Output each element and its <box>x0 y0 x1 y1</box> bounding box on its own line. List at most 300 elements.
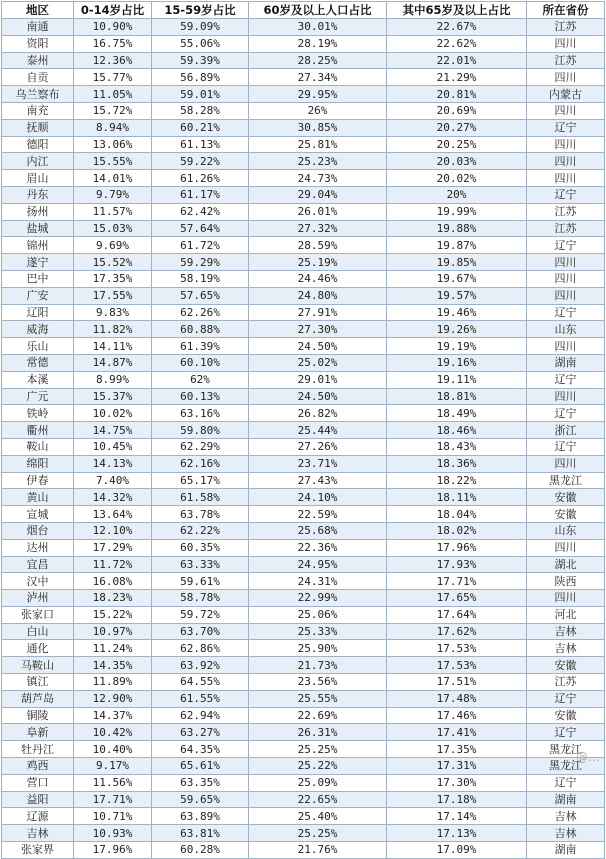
age-65-plus-cell: 20.69% <box>387 102 527 119</box>
age-65-plus-cell: 20.81% <box>387 86 527 103</box>
province-cell: 辽宁 <box>527 438 605 455</box>
age-60-plus-cell: 25.33% <box>249 623 387 640</box>
age-60-plus-cell: 22.99% <box>249 590 387 607</box>
age-60-plus-cell: 22.59% <box>249 506 387 523</box>
age-0-14-cell: 12.90% <box>74 690 152 707</box>
region-cell: 辽源 <box>2 808 74 825</box>
table-row <box>2 35 605 52</box>
region-cell: 德阳 <box>2 136 74 153</box>
header-region: 地区 <box>2 2 74 19</box>
age-0-14-cell: 14.35% <box>74 657 152 674</box>
age-0-14-cell: 8.99% <box>74 371 152 388</box>
age-0-14-cell: 15.37% <box>74 388 152 405</box>
table-row <box>2 808 605 825</box>
age-0-14-cell: 10.71% <box>74 808 152 825</box>
age-65-plus-cell: 21.29% <box>387 69 527 86</box>
age-15-59-cell: 57.65% <box>152 287 249 304</box>
age-0-14-cell: 17.29% <box>74 539 152 556</box>
region-cell: 镇江 <box>2 674 74 691</box>
age-15-59-cell: 61.26% <box>152 170 249 187</box>
province-cell: 四川 <box>527 69 605 86</box>
age-60-plus-cell: 26.31% <box>249 724 387 741</box>
age-60-plus-cell: 26.01% <box>249 203 387 220</box>
age-15-59-cell: 59.01% <box>152 86 249 103</box>
age-0-14-cell: 14.01% <box>74 170 152 187</box>
age-0-14-cell: 14.32% <box>74 489 152 506</box>
province-cell: 陕西 <box>527 573 605 590</box>
table-row <box>2 304 605 321</box>
region-cell: 宜昌 <box>2 556 74 573</box>
age-60-plus-cell: 25.90% <box>249 640 387 657</box>
age-0-14-cell: 7.40% <box>74 472 152 489</box>
table-row <box>2 237 605 254</box>
age-60-plus-cell: 25.81% <box>249 136 387 153</box>
age-15-59-cell: 58.19% <box>152 270 249 287</box>
table-row <box>2 707 605 724</box>
age-65-plus-cell: 17.64% <box>387 606 527 623</box>
age-0-14-cell: 16.75% <box>74 35 152 52</box>
age-15-59-cell: 58.78% <box>152 590 249 607</box>
province-cell: 山东 <box>527 522 605 539</box>
age-0-14-cell: 11.72% <box>74 556 152 573</box>
age-65-plus-cell: 17.35% <box>387 741 527 758</box>
age-0-14-cell: 10.42% <box>74 724 152 741</box>
age-60-plus-cell: 24.95% <box>249 556 387 573</box>
watermark: @… <box>576 750 600 764</box>
age-65-plus-cell: 17.62% <box>387 623 527 640</box>
region-cell: 泰州 <box>2 52 74 69</box>
age-15-59-cell: 64.55% <box>152 674 249 691</box>
age-15-59-cell: 61.72% <box>152 237 249 254</box>
age-65-plus-cell: 19.88% <box>387 220 527 237</box>
province-cell: 安徽 <box>527 506 605 523</box>
region-cell: 衢州 <box>2 422 74 439</box>
age-0-14-cell: 10.40% <box>74 741 152 758</box>
age-65-plus-cell: 19.87% <box>387 237 527 254</box>
table-row <box>2 590 605 607</box>
age-15-59-cell: 62.94% <box>152 707 249 724</box>
age-60-plus-cell: 27.34% <box>249 69 387 86</box>
header-age-60-plus: 60岁及以上人口占比 <box>249 2 387 19</box>
age-65-plus-cell: 20.02% <box>387 170 527 187</box>
age-60-plus-cell: 25.40% <box>249 808 387 825</box>
age-15-59-cell: 62.29% <box>152 438 249 455</box>
age-60-plus-cell: 22.36% <box>249 539 387 556</box>
province-cell: 江苏 <box>527 19 605 36</box>
age-65-plus-cell: 17.14% <box>387 808 527 825</box>
age-0-14-cell: 10.97% <box>74 623 152 640</box>
province-cell: 辽宁 <box>527 405 605 422</box>
region-cell: 铜陵 <box>2 707 74 724</box>
region-cell: 巴中 <box>2 270 74 287</box>
age-60-plus-cell: 27.43% <box>249 472 387 489</box>
age-0-14-cell: 17.55% <box>74 287 152 304</box>
age-65-plus-cell: 22.01% <box>387 52 527 69</box>
table-row <box>2 287 605 304</box>
age-60-plus-cell: 27.32% <box>249 220 387 237</box>
province-cell: 四川 <box>527 455 605 472</box>
age-60-plus-cell: 28.25% <box>249 52 387 69</box>
table-row <box>2 472 605 489</box>
province-cell: 辽宁 <box>527 774 605 791</box>
table-row <box>2 170 605 187</box>
age-0-14-cell: 10.90% <box>74 19 152 36</box>
province-cell: 河北 <box>527 606 605 623</box>
age-15-59-cell: 57.64% <box>152 220 249 237</box>
age-65-plus-cell: 17.51% <box>387 674 527 691</box>
age-0-14-cell: 10.02% <box>74 405 152 422</box>
province-cell: 湖南 <box>527 842 605 859</box>
age-15-59-cell: 60.35% <box>152 539 249 556</box>
table-row <box>2 623 605 640</box>
age-0-14-cell: 15.52% <box>74 254 152 271</box>
region-cell: 黄山 <box>2 489 74 506</box>
age-65-plus-cell: 19.99% <box>387 203 527 220</box>
age-0-14-cell: 9.69% <box>74 237 152 254</box>
region-cell: 张家界 <box>2 842 74 859</box>
province-cell: 浙江 <box>527 422 605 439</box>
age-15-59-cell: 61.55% <box>152 690 249 707</box>
province-cell: 四川 <box>527 388 605 405</box>
age-0-14-cell: 11.05% <box>74 86 152 103</box>
province-cell: 辽宁 <box>527 237 605 254</box>
province-cell: 吉林 <box>527 808 605 825</box>
population-age-table <box>1 1 605 859</box>
region-cell: 牡丹江 <box>2 741 74 758</box>
age-0-14-cell: 10.45% <box>74 438 152 455</box>
age-65-plus-cell: 19.26% <box>387 321 527 338</box>
table-row <box>2 741 605 758</box>
age-60-plus-cell: 22.65% <box>249 791 387 808</box>
province-cell: 辽宁 <box>527 690 605 707</box>
province-cell: 辽宁 <box>527 724 605 741</box>
region-cell: 宣城 <box>2 506 74 523</box>
age-15-59-cell: 60.21% <box>152 119 249 136</box>
region-cell: 本溪 <box>2 371 74 388</box>
province-cell: 四川 <box>527 170 605 187</box>
province-cell: 四川 <box>527 539 605 556</box>
age-60-plus-cell: 25.25% <box>249 825 387 842</box>
region-cell: 烟台 <box>2 522 74 539</box>
region-cell: 眉山 <box>2 170 74 187</box>
table-row <box>2 270 605 287</box>
province-cell: 四川 <box>527 254 605 271</box>
age-15-59-cell: 59.39% <box>152 52 249 69</box>
age-60-plus-cell: 28.19% <box>249 35 387 52</box>
table-row <box>2 640 605 657</box>
age-0-14-cell: 17.71% <box>74 791 152 808</box>
age-15-59-cell: 60.10% <box>152 354 249 371</box>
table-row <box>2 220 605 237</box>
age-65-plus-cell: 19.19% <box>387 338 527 355</box>
age-0-14-cell: 13.64% <box>74 506 152 523</box>
age-65-plus-cell: 20.25% <box>387 136 527 153</box>
table-row <box>2 506 605 523</box>
table-row <box>2 119 605 136</box>
age-15-59-cell: 62.26% <box>152 304 249 321</box>
region-cell: 资阳 <box>2 35 74 52</box>
age-60-plus-cell: 25.09% <box>249 774 387 791</box>
age-15-59-cell: 63.35% <box>152 774 249 791</box>
age-60-plus-cell: 22.69% <box>249 707 387 724</box>
table-row <box>2 254 605 271</box>
age-65-plus-cell: 18.49% <box>387 405 527 422</box>
age-65-plus-cell: 17.53% <box>387 657 527 674</box>
age-60-plus-cell: 24.10% <box>249 489 387 506</box>
age-65-plus-cell: 18.46% <box>387 422 527 439</box>
age-0-14-cell: 11.57% <box>74 203 152 220</box>
table-row <box>2 203 605 220</box>
age-15-59-cell: 62.22% <box>152 522 249 539</box>
age-15-59-cell: 61.13% <box>152 136 249 153</box>
province-cell: 吉林 <box>527 640 605 657</box>
age-0-14-cell: 11.82% <box>74 321 152 338</box>
age-65-plus-cell: 17.30% <box>387 774 527 791</box>
age-0-14-cell: 14.75% <box>74 422 152 439</box>
age-60-plus-cell: 25.55% <box>249 690 387 707</box>
age-60-plus-cell: 24.31% <box>249 573 387 590</box>
age-15-59-cell: 61.39% <box>152 338 249 355</box>
region-cell: 泸州 <box>2 590 74 607</box>
age-0-14-cell: 17.96% <box>74 842 152 859</box>
age-15-59-cell: 62.16% <box>152 455 249 472</box>
age-65-plus-cell: 17.13% <box>387 825 527 842</box>
age-60-plus-cell: 24.73% <box>249 170 387 187</box>
age-15-59-cell: 63.70% <box>152 623 249 640</box>
region-cell: 自贡 <box>2 69 74 86</box>
province-cell: 四川 <box>527 590 605 607</box>
age-65-plus-cell: 20.27% <box>387 119 527 136</box>
region-cell: 南通 <box>2 19 74 36</box>
age-0-14-cell: 14.37% <box>74 707 152 724</box>
age-65-plus-cell: 19.67% <box>387 270 527 287</box>
region-cell: 葫芦岛 <box>2 690 74 707</box>
age-60-plus-cell: 27.91% <box>249 304 387 321</box>
region-cell: 南充 <box>2 102 74 119</box>
age-15-59-cell: 63.92% <box>152 657 249 674</box>
age-15-59-cell: 63.33% <box>152 556 249 573</box>
table-row <box>2 371 605 388</box>
age-0-14-cell: 9.17% <box>74 758 152 775</box>
table-row <box>2 758 605 775</box>
age-60-plus-cell: 23.71% <box>249 455 387 472</box>
age-0-14-cell: 9.83% <box>74 304 152 321</box>
age-60-plus-cell: 21.76% <box>249 842 387 859</box>
age-65-plus-cell: 18.02% <box>387 522 527 539</box>
table-row <box>2 422 605 439</box>
age-65-plus-cell: 19.46% <box>387 304 527 321</box>
age-65-plus-cell: 17.46% <box>387 707 527 724</box>
age-60-plus-cell: 27.30% <box>249 321 387 338</box>
province-cell: 江苏 <box>527 52 605 69</box>
province-cell: 江苏 <box>527 220 605 237</box>
age-15-59-cell: 60.13% <box>152 388 249 405</box>
region-cell: 抚顺 <box>2 119 74 136</box>
age-60-plus-cell: 25.19% <box>249 254 387 271</box>
age-65-plus-cell: 18.11% <box>387 489 527 506</box>
age-60-plus-cell: 25.22% <box>249 758 387 775</box>
table-row <box>2 724 605 741</box>
age-15-59-cell: 63.27% <box>152 724 249 741</box>
province-cell: 吉林 <box>527 825 605 842</box>
table-body <box>2 19 605 859</box>
age-15-59-cell: 59.80% <box>152 422 249 439</box>
header-age-65-plus: 其中65岁及以上占比 <box>387 2 527 19</box>
table-row <box>2 690 605 707</box>
age-60-plus-cell: 28.59% <box>249 237 387 254</box>
table-row <box>2 136 605 153</box>
age-0-14-cell: 10.93% <box>74 825 152 842</box>
age-0-14-cell: 15.03% <box>74 220 152 237</box>
age-65-plus-cell: 17.96% <box>387 539 527 556</box>
region-cell: 马鞍山 <box>2 657 74 674</box>
region-cell: 内江 <box>2 153 74 170</box>
age-65-plus-cell: 19.57% <box>387 287 527 304</box>
province-cell: 四川 <box>527 35 605 52</box>
age-0-14-cell: 15.22% <box>74 606 152 623</box>
age-15-59-cell: 56.89% <box>152 69 249 86</box>
region-cell: 广安 <box>2 287 74 304</box>
table-row <box>2 842 605 859</box>
age-15-59-cell: 63.89% <box>152 808 249 825</box>
region-cell: 盐城 <box>2 220 74 237</box>
province-cell: 安徽 <box>527 707 605 724</box>
age-15-59-cell: 60.88% <box>152 321 249 338</box>
province-cell: 四川 <box>527 136 605 153</box>
age-0-14-cell: 14.13% <box>74 455 152 472</box>
age-0-14-cell: 15.72% <box>74 102 152 119</box>
region-cell: 鞍山 <box>2 438 74 455</box>
region-cell: 达州 <box>2 539 74 556</box>
age-65-plus-cell: 19.85% <box>387 254 527 271</box>
age-65-plus-cell: 18.43% <box>387 438 527 455</box>
age-60-plus-cell: 21.73% <box>249 657 387 674</box>
region-cell: 张家口 <box>2 606 74 623</box>
region-cell: 锦州 <box>2 237 74 254</box>
table-row <box>2 388 605 405</box>
region-cell: 遂宁 <box>2 254 74 271</box>
table-row <box>2 321 605 338</box>
age-15-59-cell: 63.16% <box>152 405 249 422</box>
age-65-plus-cell: 17.53% <box>387 640 527 657</box>
age-15-59-cell: 59.72% <box>152 606 249 623</box>
province-cell: 辽宁 <box>527 119 605 136</box>
region-cell: 阜新 <box>2 724 74 741</box>
table-row <box>2 102 605 119</box>
age-65-plus-cell: 22.67% <box>387 19 527 36</box>
age-15-59-cell: 64.35% <box>152 741 249 758</box>
age-60-plus-cell: 25.25% <box>249 741 387 758</box>
age-65-plus-cell: 17.71% <box>387 573 527 590</box>
age-15-59-cell: 59.29% <box>152 254 249 271</box>
province-cell: 湖北 <box>527 556 605 573</box>
age-65-plus-cell: 18.81% <box>387 388 527 405</box>
age-0-14-cell: 12.36% <box>74 52 152 69</box>
province-cell: 安徽 <box>527 489 605 506</box>
table-row <box>2 657 605 674</box>
age-60-plus-cell: 25.02% <box>249 354 387 371</box>
age-65-plus-cell: 20.03% <box>387 153 527 170</box>
age-0-14-cell: 17.35% <box>74 270 152 287</box>
age-65-plus-cell: 17.65% <box>387 590 527 607</box>
age-15-59-cell: 63.78% <box>152 506 249 523</box>
age-15-59-cell: 61.17% <box>152 186 249 203</box>
age-60-plus-cell: 29.95% <box>249 86 387 103</box>
table-row <box>2 774 605 791</box>
age-0-14-cell: 11.56% <box>74 774 152 791</box>
age-60-plus-cell: 30.01% <box>249 19 387 36</box>
table-row <box>2 825 605 842</box>
table-row <box>2 52 605 69</box>
province-cell: 内蒙古 <box>527 86 605 103</box>
header-province: 所在省份 <box>527 2 605 19</box>
table-row <box>2 522 605 539</box>
age-15-59-cell: 63.81% <box>152 825 249 842</box>
age-15-59-cell: 65.17% <box>152 472 249 489</box>
province-cell: 四川 <box>527 287 605 304</box>
age-15-59-cell: 58.28% <box>152 102 249 119</box>
age-65-plus-cell: 19.11% <box>387 371 527 388</box>
province-cell: 四川 <box>527 153 605 170</box>
region-cell: 威海 <box>2 321 74 338</box>
province-cell: 四川 <box>527 102 605 119</box>
region-cell: 益阳 <box>2 791 74 808</box>
table-row <box>2 338 605 355</box>
age-65-plus-cell: 17.41% <box>387 724 527 741</box>
table-row <box>2 556 605 573</box>
age-15-59-cell: 59.22% <box>152 153 249 170</box>
table-row <box>2 86 605 103</box>
age-0-14-cell: 16.08% <box>74 573 152 590</box>
age-60-plus-cell: 23.56% <box>249 674 387 691</box>
age-65-plus-cell: 17.09% <box>387 842 527 859</box>
age-0-14-cell: 12.10% <box>74 522 152 539</box>
age-15-59-cell: 62.42% <box>152 203 249 220</box>
age-65-plus-cell: 17.48% <box>387 690 527 707</box>
age-60-plus-cell: 25.23% <box>249 153 387 170</box>
age-65-plus-cell: 18.04% <box>387 506 527 523</box>
age-15-59-cell: 60.28% <box>152 842 249 859</box>
table-row <box>2 405 605 422</box>
age-65-plus-cell: 18.36% <box>387 455 527 472</box>
age-60-plus-cell: 27.26% <box>249 438 387 455</box>
age-65-plus-cell: 18.22% <box>387 472 527 489</box>
table-row <box>2 153 605 170</box>
age-15-59-cell: 59.09% <box>152 19 249 36</box>
region-cell: 鸡西 <box>2 758 74 775</box>
table-row <box>2 489 605 506</box>
age-60-plus-cell: 26% <box>249 102 387 119</box>
age-60-plus-cell: 25.06% <box>249 606 387 623</box>
age-60-plus-cell: 25.68% <box>249 522 387 539</box>
age-0-14-cell: 14.87% <box>74 354 152 371</box>
age-15-59-cell: 55.06% <box>152 35 249 52</box>
age-65-plus-cell: 20% <box>387 186 527 203</box>
region-cell: 白山 <box>2 623 74 640</box>
province-cell: 湖南 <box>527 791 605 808</box>
region-cell: 辽阳 <box>2 304 74 321</box>
age-65-plus-cell: 17.31% <box>387 758 527 775</box>
table-row <box>2 19 605 36</box>
age-65-plus-cell: 17.18% <box>387 791 527 808</box>
age-65-plus-cell: 22.62% <box>387 35 527 52</box>
region-cell: 乐山 <box>2 338 74 355</box>
age-15-59-cell: 62% <box>152 371 249 388</box>
age-0-14-cell: 14.11% <box>74 338 152 355</box>
region-cell: 吉林 <box>2 825 74 842</box>
region-cell: 铁岭 <box>2 405 74 422</box>
age-15-59-cell: 62.86% <box>152 640 249 657</box>
